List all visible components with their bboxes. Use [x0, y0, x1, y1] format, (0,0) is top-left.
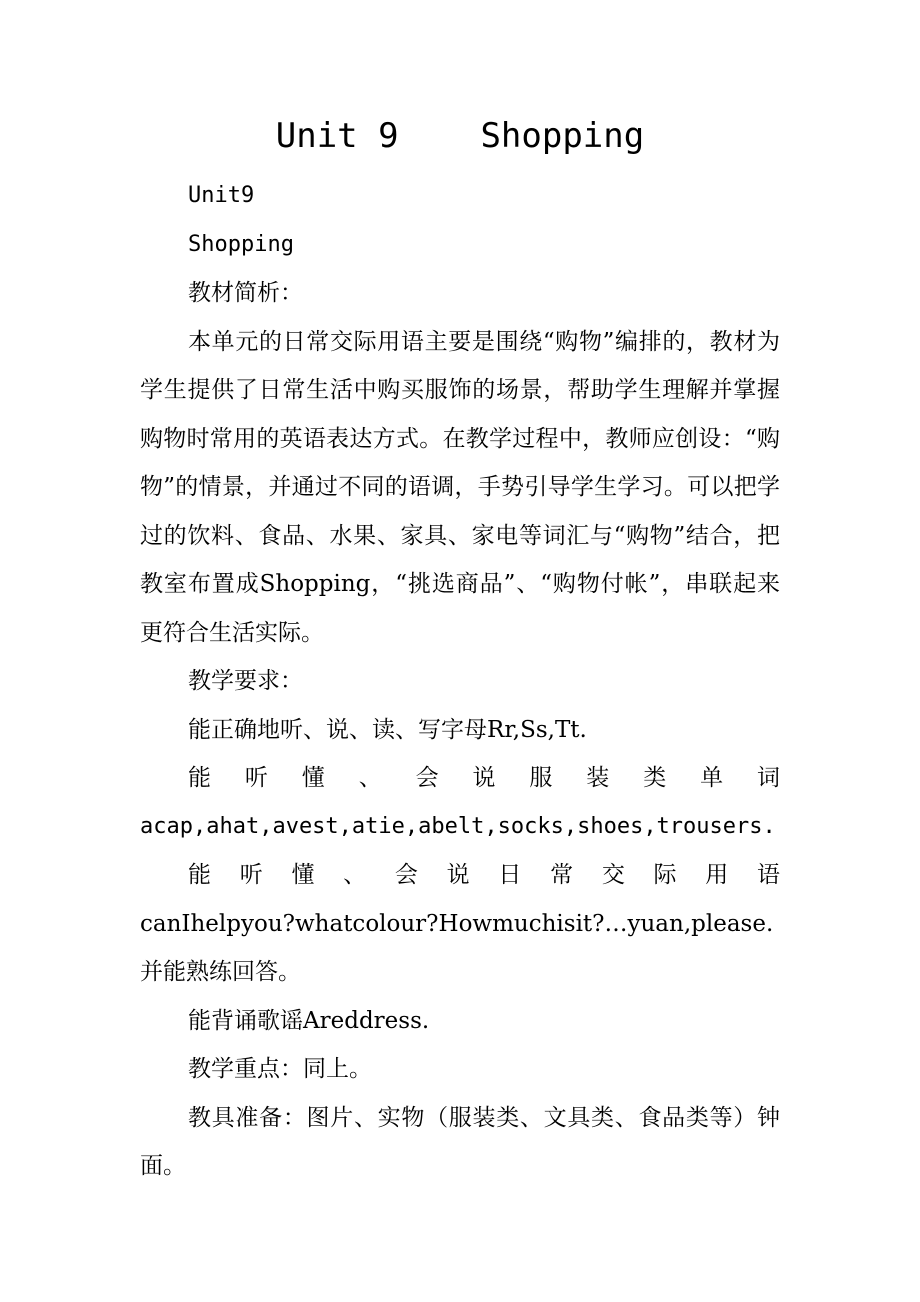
document-body: [140, 172, 780, 1191]
requirement-clothing-words: 能听懂、会说服装类单词: [188, 765, 780, 791]
heading-teaching-requirements: 教学要求：: [188, 668, 303, 694]
paragraph-analysis: 本单元的日常交际用语主要是围绕“购物”编排的，教材为学生提供了日常生活中购买服饰的场景，帮助学生理解并掌握购物时常用的英语表达方式。在教学过程中，教师应创设：“购物”的情景，并通过不同的语调，手势引导学生学习。可以把学过的饮料、食品、水果、家具、家电等词汇与“购物”结合，把教室布置成Shopping，“挑选商品”、“购物付帐”，串联起来更符合生活实际。: [140, 328, 780, 646]
paragraph-unit: Unit9: [188, 183, 255, 208]
clothing-word-list: acap,ahat,avest,atie,abelt,socks,shoes,trousers.: [140, 813, 776, 839]
phrase-list: canIhelpyou?whatcolour?Howmuchisit?…yuan,please.并能熟练回答。: [140, 910, 774, 985]
requirement-phrases: 能听懂、会说日常交际用语: [188, 862, 780, 888]
teaching-focus: 教学重点：同上。: [188, 1056, 372, 1082]
heading-textbook-analysis: 教材简析：: [188, 280, 303, 306]
paragraph-shopping: Shopping: [188, 231, 294, 257]
requirement-letters: 能正确地听、说、读、写字母Rr,Ss,Tt.: [188, 716, 587, 743]
document-title: Unit 9 Shopping: [275, 116, 645, 156]
requirement-rhyme: 能背诵歌谣Areddress.: [188, 1007, 430, 1034]
teaching-aids: 教具准备：图片、实物（服装类、文具类、食品类等）钟面。: [140, 1104, 780, 1179]
